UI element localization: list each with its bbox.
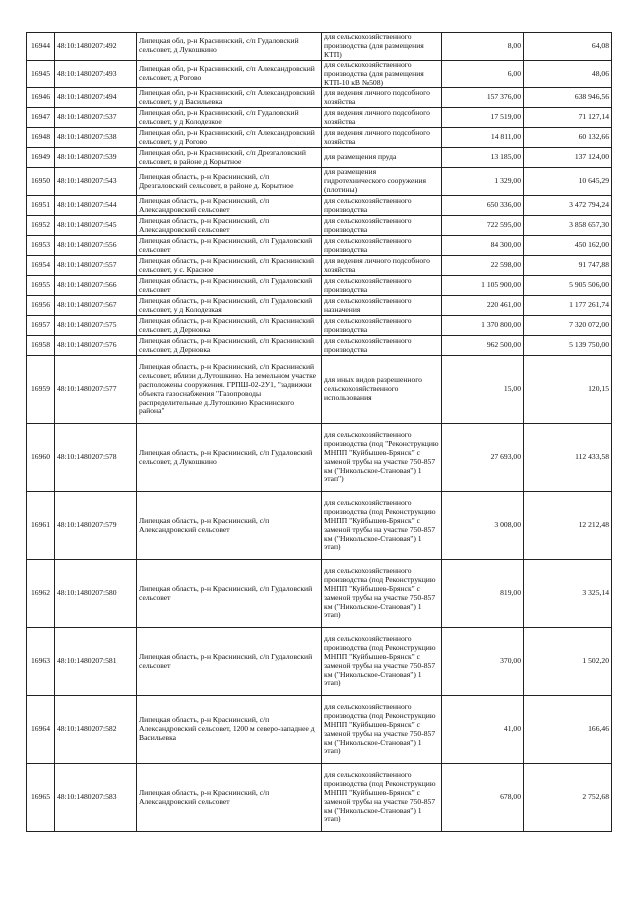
cell-num: 16949 — [27, 148, 55, 168]
cell-purp: для сельскохозяйственного производства — [322, 276, 442, 296]
cell-cad: 48:10:1480207:579 — [55, 492, 137, 560]
cell-cost: 112 433,58 — [524, 424, 612, 492]
cell-area: 41,00 — [442, 696, 524, 764]
cell-cad: 48:10:1480207:544 — [55, 196, 137, 216]
cell-num: 16948 — [27, 128, 55, 148]
cell-cad: 48:10:1480207:578 — [55, 424, 137, 492]
cell-purp: для сельскохозяйственного производства (под Реконструкцию МНПП "Куйбышев-Брянск" с заменой трубы на участке 750-857 км ("Никольское-Становая") 1 этап) — [322, 628, 442, 696]
cell-num: 16952 — [27, 216, 55, 236]
table-row — [27, 356, 612, 424]
cell-purp: для сельскохозяйственного производства — [322, 316, 442, 336]
cell-addr: Липецкая область, р-н Краснинский, с/п Гудаловский сельсовет, д Лукошкино — [137, 424, 322, 492]
table-row — [27, 33, 612, 61]
cell-cost: 638 946,56 — [524, 88, 612, 108]
cell-cad: 48:10:1480207:539 — [55, 148, 137, 168]
cell-area: 370,00 — [442, 628, 524, 696]
cell-cost: 64,08 — [524, 33, 612, 61]
cell-num: 16944 — [27, 33, 55, 61]
cell-addr: Липецкая обл, р-н Краснинский, с/п Гудаловский сельсовет, у д Колодезкое — [137, 108, 322, 128]
cell-purp: для ведения личного подсобного хозяйства — [322, 108, 442, 128]
cell-cad: 48:10:1480207:494 — [55, 88, 137, 108]
cell-cost: 91 747,88 — [524, 256, 612, 276]
cell-purp: для сельскохозяйственного производства (для размещения КТП) — [322, 33, 442, 61]
cell-num: 16956 — [27, 296, 55, 316]
cell-cad: 48:10:1480207:567 — [55, 296, 137, 316]
cell-cost: 166,46 — [524, 696, 612, 764]
cell-purp: для иных видов разрешенного сельскохозяйственного использования — [322, 356, 442, 424]
cell-cost: 5 139 750,00 — [524, 336, 612, 356]
cell-addr: Липецкая область, р-н Краснинский, с/п Краснинский сельсовет, д Дерновка — [137, 316, 322, 336]
cell-cost: 71 127,14 — [524, 108, 612, 128]
cell-area: 962 500,00 — [442, 336, 524, 356]
cell-addr: Липецкая обл, р-н Краснинский, с/п Александровский сельсовет, у д Рогово — [137, 128, 322, 148]
table-row — [27, 88, 612, 108]
cell-num: 16963 — [27, 628, 55, 696]
cell-cost: 137 124,00 — [524, 148, 612, 168]
cell-cost: 3 472 794,24 — [524, 196, 612, 216]
cell-addr: Липецкая обл, р-н Краснинский, с/п Гудаловский сельсовет, д Лукошкино — [137, 33, 322, 61]
cell-addr: Липецкая область, р-н Краснинский, с/п Александровский сельсовет — [137, 216, 322, 236]
cell-cost: 120,15 — [524, 356, 612, 424]
cell-cad: 48:10:1480207:492 — [55, 33, 137, 61]
cell-cad: 48:10:1480207:566 — [55, 276, 137, 296]
table-row — [27, 236, 612, 256]
cell-addr: Липецкая область, р-н Краснинский, с/п Дрезгаловский сельсовет, в районе д. Корытное — [137, 168, 322, 196]
cell-cost: 5 905 506,00 — [524, 276, 612, 296]
cell-purp: для сельскохозяйственного производства — [322, 216, 442, 236]
cell-num: 16946 — [27, 88, 55, 108]
cell-cost: 2 752,68 — [524, 764, 612, 832]
cell-num: 16958 — [27, 336, 55, 356]
cell-addr: Липецкая обл, р-н Краснинский, с/п Дрезгаловский сельсовет, в районе д Корытное — [137, 148, 322, 168]
cell-cost: 7 320 072,00 — [524, 316, 612, 336]
cell-area: 1 370 800,00 — [442, 316, 524, 336]
cell-purp: для размещения гидротехнического сооружения (плотины) — [322, 168, 442, 196]
table-row — [27, 60, 612, 88]
cell-area: 6,00 — [442, 60, 524, 88]
cell-cost: 3 858 657,30 — [524, 216, 612, 236]
table-row — [27, 492, 612, 560]
cell-area: 722 595,00 — [442, 216, 524, 236]
cell-purp: для сельскохозяйственного производства (под Реконструкцию МНПП "Куйбышев-Брянск" с заменой трубы на участке 750-857 км ("Никольское-Становая") 1 этап) — [322, 764, 442, 832]
cell-cad: 48:10:1480207:583 — [55, 764, 137, 832]
cell-cad: 48:10:1480207:577 — [55, 356, 137, 424]
cell-cad: 48:10:1480207:545 — [55, 216, 137, 236]
table-row — [27, 276, 612, 296]
cell-area: 15,00 — [442, 356, 524, 424]
cell-purp: для сельскохозяйственного производства (для размещения КТП-10 кВ №508) — [322, 60, 442, 88]
cell-cost: 10 645,29 — [524, 168, 612, 196]
cell-area: 3 008,00 — [442, 492, 524, 560]
cell-purp: для размещения пруда — [322, 148, 442, 168]
land-parcels-table — [26, 32, 612, 832]
cell-addr: Липецкая область, р-н Краснинский, с/п Гудаловский сельсовет, у д Колодезкая — [137, 296, 322, 316]
cell-cad: 48:10:1480207:581 — [55, 628, 137, 696]
table-row — [27, 560, 612, 628]
table-row — [27, 764, 612, 832]
cell-num: 16954 — [27, 256, 55, 276]
cell-purp: для сельскохозяйственного производства (под Реконструкцию МНПП "Куйбышев-Брянск" с заменой трубы на участке 750-857 км ("Никольское-Становая") 1 этап) — [322, 696, 442, 764]
table-row — [27, 256, 612, 276]
cell-cad: 48:10:1480207:493 — [55, 60, 137, 88]
cell-cad: 48:10:1480207:556 — [55, 236, 137, 256]
table-row — [27, 216, 612, 236]
cell-area: 84 300,00 — [442, 236, 524, 256]
cell-cost: 60 132,66 — [524, 128, 612, 148]
cell-addr: Липецкая обл, р-н Краснинский, с/п Александровский сельсовет, у д Васильевка — [137, 88, 322, 108]
cell-cad: 48:10:1480207:576 — [55, 336, 137, 356]
cell-purp: для сельскохозяйственного производства (под Реконструкцию МНПП "Куйбышев-Брянск" с заменой трубы на участке 750-857 км ("Никольское-Становая") 1 этап) — [322, 492, 442, 560]
cell-area: 157 376,00 — [442, 88, 524, 108]
cell-addr: Липецкая область, р-н Краснинский, с/п Гудаловский сельсовет — [137, 560, 322, 628]
cell-num: 16945 — [27, 60, 55, 88]
cell-num: 16961 — [27, 492, 55, 560]
cell-addr: Липецкая область, р-н Краснинский, с/п Александровский сельсовет — [137, 492, 322, 560]
cell-cad: 48:10:1480207:537 — [55, 108, 137, 128]
cell-cad: 48:10:1480207:582 — [55, 696, 137, 764]
cell-area: 14 811,00 — [442, 128, 524, 148]
cell-area: 220 461,00 — [442, 296, 524, 316]
table-body — [27, 33, 612, 832]
cell-num: 16959 — [27, 356, 55, 424]
cell-area: 678,00 — [442, 764, 524, 832]
table-row — [27, 108, 612, 128]
cell-cad: 48:10:1480207:557 — [55, 256, 137, 276]
cell-area: 17 519,00 — [442, 108, 524, 128]
cell-num: 16960 — [27, 424, 55, 492]
cell-addr: Липецкая область, р-н Краснинский, с/п Краснинский сельсовет, у с. Красное — [137, 256, 322, 276]
cell-area: 22 598,00 — [442, 256, 524, 276]
cell-cost: 1 177 261,74 — [524, 296, 612, 316]
cell-area: 1 105 900,00 — [442, 276, 524, 296]
table-row — [27, 148, 612, 168]
table-row — [27, 128, 612, 148]
cell-addr: Липецкая область, р-н Краснинский, с/п Александровский сельсовет — [137, 764, 322, 832]
cell-num: 16957 — [27, 316, 55, 336]
table-row — [27, 296, 612, 316]
cell-num: 16951 — [27, 196, 55, 216]
cell-area: 1 329,00 — [442, 168, 524, 196]
cell-num: 16962 — [27, 560, 55, 628]
cell-purp: для сельскохозяйственного производства — [322, 336, 442, 356]
cell-cad: 48:10:1480207:543 — [55, 168, 137, 196]
cell-num: 16965 — [27, 764, 55, 832]
cell-addr: Липецкая область, р-н Краснинский, с/п Гудаловский сельсовет — [137, 628, 322, 696]
cell-purp: для сельскохозяйственного назначения — [322, 296, 442, 316]
cell-purp: для ведения личного подсобного хозяйства — [322, 256, 442, 276]
table-row — [27, 336, 612, 356]
table-row — [27, 424, 612, 492]
cell-cost: 3 325,14 — [524, 560, 612, 628]
table-row — [27, 196, 612, 216]
cell-area: 650 336,00 — [442, 196, 524, 216]
cell-area: 13 185,00 — [442, 148, 524, 168]
cell-purp: для сельскохозяйственного производства (под Реконструкцию МНПП "Куйбышев-Брянск" с заменой трубы на участке 750-857 км ("Никольское-Становая") 1 этап) — [322, 560, 442, 628]
cell-num: 16955 — [27, 276, 55, 296]
cell-num: 16950 — [27, 168, 55, 196]
cell-cad: 48:10:1480207:580 — [55, 560, 137, 628]
cell-addr: Липецкая область, р-н Краснинский, с/п Краснинский сельсовет, д Дерновка — [137, 336, 322, 356]
cell-cost: 12 212,48 — [524, 492, 612, 560]
cell-cad: 48:10:1480207:575 — [55, 316, 137, 336]
cell-purp: для ведения личного подсобного хозяйства — [322, 128, 442, 148]
table-row — [27, 168, 612, 196]
cell-addr: Липецкая область, р-н Краснинский, с/п Краснинский сельсовет, вблизи д.Лутошкино. На земельном участке расположены сооружения. ГРПШ-02-2У1, "задвижки объекта газоснабжения "Газопроводы распределительные д.Лутошкино Краснинского района" — [137, 356, 322, 424]
cell-addr: Липецкая область, р-н Краснинский, с/п Гудаловский сельсовет — [137, 236, 322, 256]
cell-area: 27 693,00 — [442, 424, 524, 492]
cell-cost: 1 502,20 — [524, 628, 612, 696]
table-row — [27, 696, 612, 764]
cell-addr: Липецкая область, р-н Краснинский, с/п Александровский сельсовет, 1200 м северо-западнее д Васильевка — [137, 696, 322, 764]
cell-purp: для сельскохозяйственного производства (под "Реконструкцию МНПП "Куйбышев-Брянск" с заменой трубы на участке 750-857 км ("Никольское-Становая") 1 этап") — [322, 424, 442, 492]
cell-area: 819,00 — [442, 560, 524, 628]
cell-cad: 48:10:1480207:538 — [55, 128, 137, 148]
cell-purp: для сельскохозяйственного производства — [322, 196, 442, 216]
table-row — [27, 628, 612, 696]
cell-addr: Липецкая область, р-н Краснинский, с/п Александровский сельсовет — [137, 196, 322, 216]
cell-purp: для сельскохозяйственного производства — [322, 236, 442, 256]
cell-addr: Липецкая обл, р-н Краснинский, с/п Александровский сельсовет, д Рогово — [137, 60, 322, 88]
cell-area: 8,00 — [442, 33, 524, 61]
cell-addr: Липецкая область, р-н Краснинский, с/п Гудаловский сельсовет — [137, 276, 322, 296]
cell-num: 16953 — [27, 236, 55, 256]
cell-num: 16947 — [27, 108, 55, 128]
table-row — [27, 316, 612, 336]
cell-purp: для ведения личного подсобного хозяйства — [322, 88, 442, 108]
cell-cost: 450 162,00 — [524, 236, 612, 256]
cell-num: 16964 — [27, 696, 55, 764]
cell-cost: 48,06 — [524, 60, 612, 88]
